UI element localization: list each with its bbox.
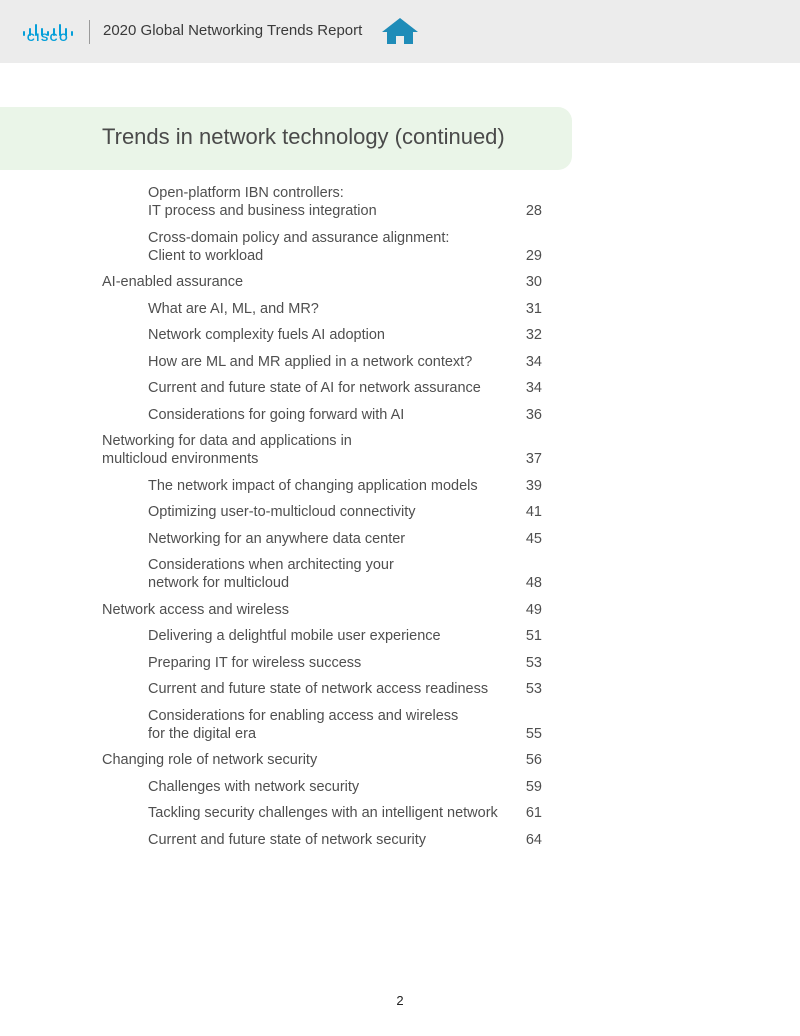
toc-entry[interactable] — [0, 681, 560, 699]
toc-entry-title: network for multicloud — [148, 575, 290, 591]
toc-entry-page: 45 — [525, 530, 542, 547]
toc-entry-page: 34 — [525, 380, 542, 396]
toc-entry[interactable] — [0, 407, 560, 425]
toc-entry-page: 36 — [525, 406, 542, 423]
toc-entry-title: Considerations for enabling access and wireless — [148, 707, 459, 724]
toc-entry-page: 32 — [525, 327, 542, 343]
toc-entry[interactable] — [0, 327, 560, 345]
toc-entry[interactable] — [0, 185, 560, 221]
header-bar — [0, 0, 800, 63]
toc-entry-page: 29 — [525, 247, 542, 264]
toc-entry-title: Cross-domain policy and assurance alignment: — [148, 229, 450, 246]
toc-entry-page: 41 — [525, 504, 542, 520]
toc-entry-title: What are AI, ML, and MR? — [148, 300, 319, 317]
toc-entry-title: Network complexity fuels AI adoption — [148, 327, 385, 343]
toc-entry[interactable] — [0, 380, 560, 398]
toc-entry[interactable] — [0, 602, 560, 620]
toc-entry[interactable] — [0, 708, 560, 744]
page-number: 2 — [396, 993, 404, 1008]
toc-entry-page: 56 — [525, 752, 542, 768]
cisco-logo-text: CISCO — [26, 32, 70, 44]
toc-entry[interactable] — [0, 230, 560, 266]
report-title: 2020 Global Networking Trends Report — [103, 22, 363, 39]
toc-entry-page: 53 — [525, 654, 542, 671]
section-title: Trends in network technology (continued) — [102, 124, 505, 149]
toc-entry-title: Networking for data and applications in — [102, 433, 352, 449]
toc-entry-page: 59 — [525, 778, 542, 795]
header-divider — [89, 20, 90, 44]
toc-entry-page: 55 — [525, 725, 542, 742]
toc-entry-page: 48 — [525, 575, 542, 591]
toc-entry-title: Considerations for going forward with AI — [148, 406, 405, 423]
toc-entry[interactable] — [0, 301, 560, 319]
toc-entry-title: Client to workload — [148, 247, 264, 264]
toc-entry-title: Current and future state of AI for network assurance — [148, 380, 481, 396]
toc-entry-title: Considerations when architecting your — [148, 557, 394, 573]
toc-entry-title: multicloud environments — [102, 451, 259, 467]
toc-entry-title: Delivering a delightful mobile user experience — [148, 628, 441, 644]
toc-entry-page: 49 — [525, 601, 542, 618]
toc-entry-title: IT process and business integration — [148, 203, 377, 219]
toc-entry[interactable] — [0, 557, 560, 593]
toc-entry[interactable] — [0, 832, 560, 850]
toc-entry-page: 37 — [525, 451, 542, 467]
toc-entry-title: The network impact of changing application models — [148, 477, 478, 494]
toc-entry[interactable] — [0, 805, 560, 823]
toc-entry-page: 30 — [525, 274, 542, 290]
toc-entry[interactable] — [0, 628, 560, 646]
toc-entry-title: Challenges with network security — [148, 778, 360, 795]
toc-entry[interactable] — [0, 752, 560, 770]
toc-entry[interactable] — [0, 531, 560, 549]
toc-entry[interactable] — [0, 433, 560, 469]
toc-entry-page: 51 — [525, 628, 542, 644]
toc-entry[interactable] — [0, 655, 560, 673]
toc-entry-page: 64 — [525, 831, 542, 848]
toc-entry-title: Current and future state of network access readiness — [148, 681, 489, 697]
toc-entry-title: Preparing IT for wireless success — [148, 654, 362, 671]
toc-entry-page: 61 — [525, 805, 542, 821]
toc-entry-title: Changing role of network security — [102, 752, 318, 768]
toc-entry-page: 31 — [525, 300, 542, 317]
toc-entry-title: Optimizing user-to-multicloud connectivity — [148, 504, 416, 520]
toc-entry-title: How are ML and MR applied in a network context? — [148, 353, 473, 370]
toc-entry-title: Network access and wireless — [102, 601, 289, 618]
toc-entry[interactable] — [0, 478, 560, 496]
toc-entry[interactable] — [0, 779, 560, 797]
toc-entry[interactable] — [0, 504, 560, 522]
toc-entry-title: Networking for an anywhere data center — [148, 530, 406, 547]
toc-entry-title: for the digital era — [148, 725, 257, 742]
toc-entry-title: Current and future state of network security — [148, 831, 427, 848]
toc-entry[interactable] — [0, 274, 560, 292]
toc-entry[interactable] — [0, 354, 560, 372]
toc-entry-page: 39 — [525, 477, 542, 494]
toc-entry-page: 53 — [525, 681, 542, 697]
toc-entry-page: 34 — [525, 353, 542, 370]
toc-entry-title: AI-enabled assurance — [102, 274, 244, 290]
toc-entry-title: Tackling security challenges with an intelligent network — [148, 805, 498, 821]
toc-entry-page: 28 — [525, 203, 542, 219]
home-icon[interactable] — [380, 16, 420, 46]
toc-entry-title: Open-platform IBN controllers: — [148, 185, 344, 201]
